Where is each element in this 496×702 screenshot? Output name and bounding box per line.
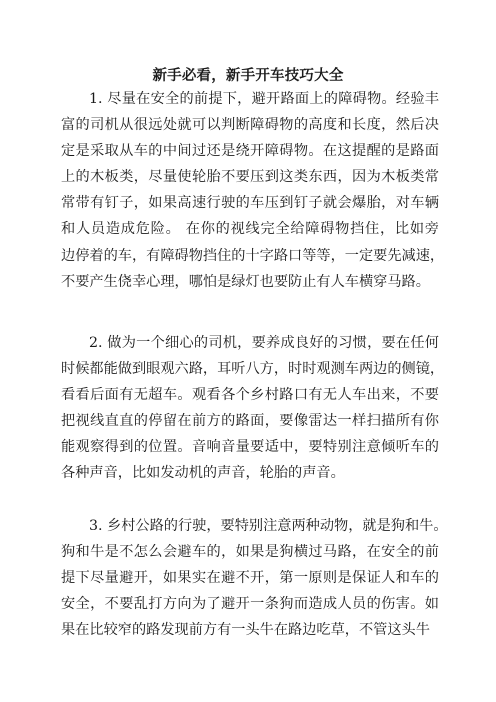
paragraph-line: 富的司机从很远处就可以判断障碍物的高度和长度，然后决 (61, 117, 439, 134)
paragraph-line: 能观察得到的位置。音响音量要适中，要特别注意倾听车的 (61, 439, 439, 456)
paragraph-2 (61, 330, 445, 487)
paragraph-line: 果在比较窄的路发现前方有一头牛在路边吃草，不管这头牛 (61, 622, 430, 639)
paragraph-line: 和人员造成危险。 在你的视线完全给障碍物挡住，比如旁 (61, 221, 439, 238)
paragraph-line: 边停着的车，有障碍物挡住的十字路口等等，一定要先减速， (61, 247, 445, 264)
paragraph-line: 提下尽量避开，如果实在避不开，第一原则是保证人和车的 (61, 570, 439, 587)
paragraph-line: 2. 做为一个细心的司机，要养成良好的习惯，要在任何 (89, 335, 439, 351)
paragraph-line: 狗和牛是不怎么会避车的，如果是狗横过马路，在安全的前 (61, 544, 439, 561)
paragraph-line: 安全，不要乱打方向为了避开一条狗而造成人员的伤害。如 (61, 596, 439, 613)
paragraph-3 (61, 513, 448, 643)
paragraph-line: 常带有钉子，如果高速行驶的车压到钉子就会爆胎，对车辆 (61, 195, 439, 212)
paragraph-line: 看看后面有无超车。观看各个乡村路口有无人车出来，不要 (61, 387, 439, 404)
paragraph-line: 不要产生侥幸心理，哪怕是绿灯也要防止有人车横穿马路。 (61, 273, 430, 290)
paragraph-line: 3. 乡村公路的行驶，要特别注意两种动物，就是狗和牛。 (89, 518, 448, 534)
document-title: 新手必看，新手开车技巧大全 (152, 68, 344, 84)
paragraph-line: 1. 尽量在安全的前提下，避开路面上的障碍物。经验丰 (89, 91, 439, 107)
paragraph-line: 时候都能做到眼观六路，耳听八方，时时观测车两边的侧镜， (61, 361, 445, 378)
paragraph-line: 各种声音，比如发动机的声音，轮胎的声音。 (61, 465, 345, 482)
paragraph-1 (61, 86, 445, 295)
paragraph-line: 上的木板类，尽量使轮胎不要压到这类东西，因为木板类常 (61, 169, 439, 186)
paragraph-line: 把视线直直的停留在前方的路面，要像雷达一样扫描所有你 (61, 413, 439, 430)
paragraph-line: 定是采取从车的中间过还是绕开障碍物。在这提醒的是路面 (61, 143, 439, 160)
